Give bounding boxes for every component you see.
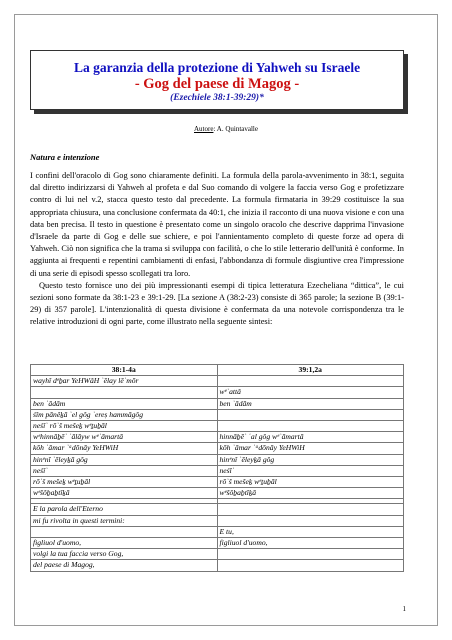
- table-cell: mi fu rivolta in questi termini:: [31, 515, 218, 526]
- table-header-row: [31, 365, 404, 376]
- table-cell: [31, 526, 218, 537]
- table-row: [31, 477, 404, 488]
- table-cell: [217, 549, 404, 560]
- table-cell: E tu,: [217, 526, 404, 537]
- page-number: 1: [402, 605, 406, 613]
- table-cell: [217, 421, 404, 432]
- section-heading: Natura e intenzione: [30, 152, 100, 162]
- title-line-2: - Gog del paese di Magog -: [134, 76, 300, 92]
- table-row: [31, 549, 404, 560]
- table-cell: volgi la tua faccia verso Gog,: [31, 549, 218, 560]
- paragraph-2: Questo testo fornisce uno dei più impressionanti esempi di tipica letteratura Ezecheliana “dittica”, le cui sezioni sono formate da 38:1-23 e 39:1-29. [La sezione A (38:2-23) consiste di 365 parole; la sezione B (39:1-29) di 357 parole]. L'intenzionalità di questa divisione è confermata da una notevole corrispondenza tra le relative introduzioni di ogni parte, come illustrato nella seguente sintesi:: [30, 280, 404, 327]
- table-cell: wᵉšôḇaḇtîḵā: [31, 488, 218, 499]
- table-header-right: 39:1,2a: [217, 365, 404, 376]
- table-row: [31, 387, 404, 398]
- table-cell: [217, 515, 404, 526]
- table-cell: wᵉhinnāḇēʾ ʿālāyw wᵉʾāmartā: [31, 432, 218, 443]
- table-cell: del paese di Magog,: [31, 560, 218, 571]
- table-row: [31, 488, 404, 499]
- table-cell: hinᵉnî ʾēleyḵā gôg: [31, 454, 218, 465]
- table-row: [31, 515, 404, 526]
- author-line: [0, 125, 452, 133]
- table-cell: figliuol d'uomo,: [217, 538, 404, 549]
- table-cell: neśîʾ rōʾš mešeḵ wᵉṯuḇāl: [31, 421, 218, 432]
- author-name: : A. Quintavalle: [213, 125, 258, 133]
- table-header-left: 38:1-4a: [31, 365, 218, 376]
- table-cell: [217, 409, 404, 420]
- table-cell: ben ʾādām: [31, 398, 218, 409]
- table-row: [31, 443, 404, 454]
- table-cell: [217, 560, 404, 571]
- table-cell: hinᵉnî ʾēleyḵā gôg: [217, 454, 404, 465]
- author-label: Autore: [194, 125, 214, 133]
- table-row: [31, 376, 404, 387]
- table-row: [31, 538, 404, 549]
- table-cell: rōʾš mešeḵ wᵉṯuḇāl: [31, 477, 218, 488]
- table-row: [31, 454, 404, 465]
- title-box: [30, 50, 404, 110]
- comparison-table: [30, 364, 404, 572]
- table-row: [31, 432, 404, 443]
- table-cell: neśîʾ: [31, 465, 218, 476]
- table-cell: kōh ʾāmar ʾᵃdōnāy YeHWiH: [31, 443, 218, 454]
- title-line-1: La garanzia della protezione di Yahweh su Israele: [73, 60, 361, 75]
- table-row: [31, 504, 404, 515]
- table-cell: hinnāḇēʾ ʿal gôg wᵉʾāmartā: [217, 432, 404, 443]
- table-cell: figliuol d'uomo,: [31, 538, 218, 549]
- table-row: [31, 398, 404, 409]
- table-cell: wᵉʾattâ: [217, 387, 404, 398]
- table-row: [31, 409, 404, 420]
- table-row: [31, 465, 404, 476]
- table-cell: wayhî dᵉḇar YeHWâH ʾēlay lēʾmōr: [31, 376, 218, 387]
- table-cell: ben ʾādām: [217, 398, 404, 409]
- table-cell: [31, 387, 218, 398]
- table-cell: kōh ʾāmar ʾᵃdōnāy YeHWiH: [217, 443, 404, 454]
- paragraph-1: I confini dell'oracolo di Gog sono chiaramente definiti. La formula della parola-avvenimento in 38:1, seguita dal diretto indirizzarsi di Yahweh al profeta e dal Suo comando di volgere la faccia verso Gog e profetizzare contro di lui nel v.2, stacca questo testo dal precedente. La formula firmataria in 39:29 costituisce la sua appropriata chiusura, una conclusione confermata da 40:1, che inizia il racconto di una nuova visione e con una data ben precisa. Il testo in questione è presentato come un singolo oracolo che descrive dapprima l'invasione d'Israele da parte di Gog e delle sue schiere, e poi l'annientamento completo di queste forze ad opera di Yahweh. Ciò non significa che la trama si sviluppa con facilità, o che lo stile letterario dell'unità è conforme. In aggiunta ai frequenti e repentini cambiamenti di enfasi, l'abbondanza di formule disgiuntive crea l'impressione di una serie di episodi spesso scollegati tra loro.: [30, 171, 404, 278]
- table-cell: neśîʾ: [217, 465, 404, 476]
- table-cell: [217, 504, 404, 515]
- table-cell: wᵉšôḇaḇtîḵā: [217, 488, 404, 499]
- table-cell: [217, 376, 404, 387]
- table-cell: śîm pānêḵā ʾel gôg ʾereṣ hammāgôg: [31, 409, 218, 420]
- table-row: [31, 560, 404, 571]
- table-cell: rōʾš mešeḵ wᵉṯuḇāl: [217, 477, 404, 488]
- table-row: [31, 421, 404, 432]
- table-cell: E la parola dell'Eterno: [31, 504, 218, 515]
- scripture-reference: (Ezechiele 38:1-39:29)*: [170, 93, 264, 103]
- table-row: [31, 526, 404, 537]
- body-text: [30, 170, 404, 329]
